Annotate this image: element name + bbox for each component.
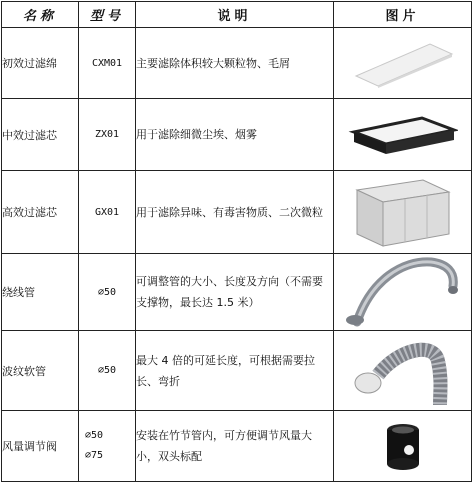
header-model: 型号 <box>79 2 136 28</box>
product-image <box>334 28 472 99</box>
product-name: 波纹软管 <box>2 331 79 411</box>
product-name: 绕线管 <box>2 254 79 331</box>
corrugated-hose-icon <box>348 335 458 407</box>
bent-pipe-icon <box>343 256 463 328</box>
filter-panel-icon <box>348 110 458 160</box>
filter-pad-icon <box>348 38 458 88</box>
product-desc: 可调整管的大小、长度及方向（不需要支撑物，最长达 1.5 米） <box>136 254 334 331</box>
filter-box-icon <box>353 176 453 248</box>
product-model: ⌀50 <box>79 254 136 331</box>
product-model <box>79 411 136 482</box>
header-pic: 图片 <box>334 2 472 28</box>
product-image <box>334 411 472 482</box>
product-image <box>334 99 472 171</box>
product-desc: 用于滤除细微尘埃、烟雾 <box>136 99 334 171</box>
table-row <box>2 411 472 482</box>
product-spec-table <box>1 1 472 482</box>
table-row <box>2 331 472 411</box>
product-desc: 安装在竹节管内，可方便调节风量大小，双头标配 <box>136 411 334 482</box>
product-model: ZX01 <box>79 99 136 171</box>
product-desc: 最大 4 倍的可延长度，可根据需要拉长、弯折 <box>136 331 334 411</box>
product-image <box>334 331 472 411</box>
product-name: 中效过滤芯 <box>2 99 79 171</box>
product-name: 高效过滤芯 <box>2 171 79 254</box>
product-name: 风量调节阀 <box>2 411 79 482</box>
product-model: CXM01 <box>79 28 136 99</box>
table-row <box>2 99 472 171</box>
header-name: 名称 <box>2 2 79 28</box>
product-image <box>334 254 472 331</box>
model-option: ⌀50 <box>85 430 104 441</box>
product-model: ⌀50 <box>79 331 136 411</box>
table-row <box>2 171 472 254</box>
model-option: ⌀75 <box>85 450 104 461</box>
table-row <box>2 254 472 331</box>
product-name: 初效过滤绵 <box>2 28 79 99</box>
product-desc: 主要滤除体积较大颗粒物、毛屑 <box>136 28 334 99</box>
product-image <box>334 171 472 254</box>
header-row <box>2 2 472 28</box>
damper-valve-icon <box>373 416 433 476</box>
header-desc: 说明 <box>136 2 334 28</box>
product-desc: 用于滤除异味、有毒害物质、二次微粒 <box>136 171 334 254</box>
product-model: GX01 <box>79 171 136 254</box>
table-row <box>2 28 472 99</box>
